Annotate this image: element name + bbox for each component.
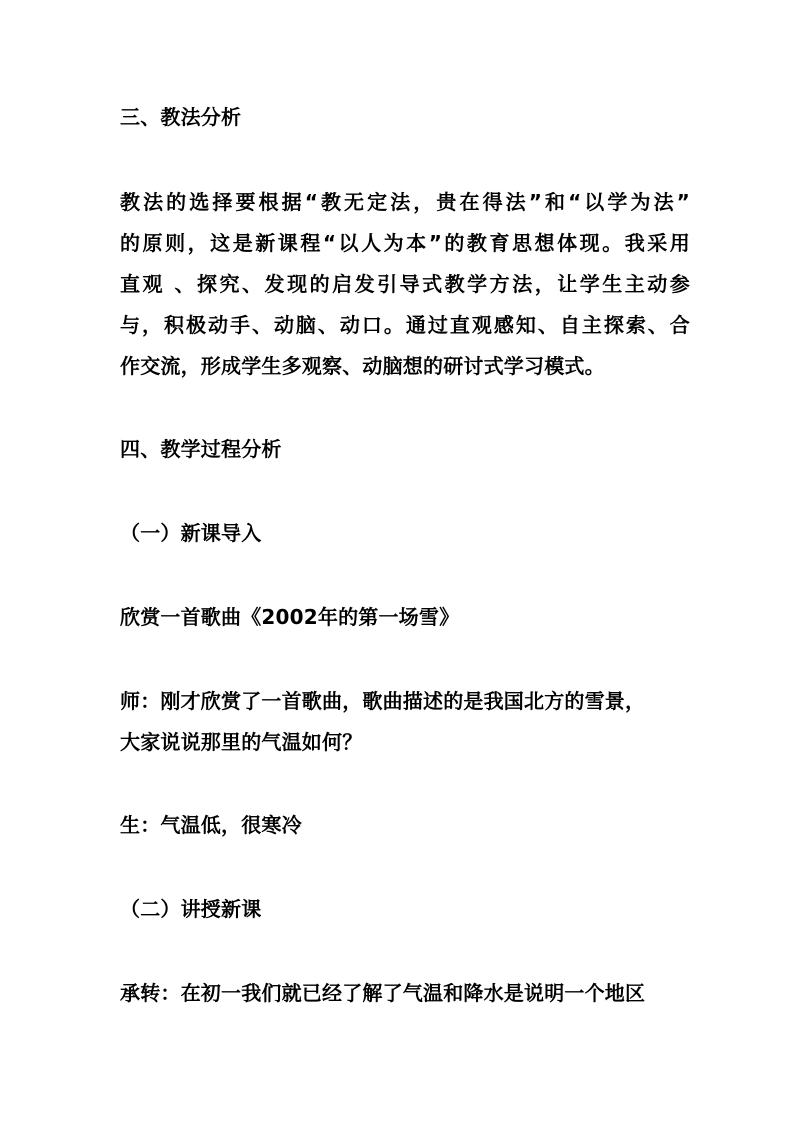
- paragraph-line: 教法的选择要根据“教无定法，贵在得法”和“以学为法”: [120, 190, 690, 214]
- paragraph-line: 直观 、探究、发现的启发引导式教学方法，让学生主动参: [120, 272, 690, 296]
- teacher-line: 师：刚才欣赏了一首歌曲，歌曲描述的是我国北方的雪景，: [120, 689, 646, 713]
- transition-line: 承转：在初一我们就已经了解了气温和降水是说明一个地区: [120, 981, 646, 1005]
- subsection-heading-introduction: （一）新课导入: [120, 521, 262, 545]
- section-heading-teaching-process: 四、教学过程分析: [120, 437, 282, 461]
- paragraph-line: 的原则，这是新课程“以人为本”的教育思想体现。我采用: [120, 231, 690, 255]
- section-heading-teaching-methods: 三、教法分析: [120, 105, 242, 129]
- song-line: 欣赏一首歌曲《2002年的第一场雪》: [120, 605, 460, 629]
- subsection-heading-new-lesson: （二）讲授新课: [120, 897, 262, 921]
- paragraph-line: 与，积极动手、动脑、动口。通过直观感知、自主探索、合: [120, 313, 690, 337]
- paragraph-line: 作交流，形成学生多观察、动脑想的研讨式学习模式。: [120, 354, 605, 378]
- student-line: 生：气温低，很寒冷: [120, 813, 302, 837]
- teacher-line: 大家说说那里的气温如何？: [120, 730, 363, 754]
